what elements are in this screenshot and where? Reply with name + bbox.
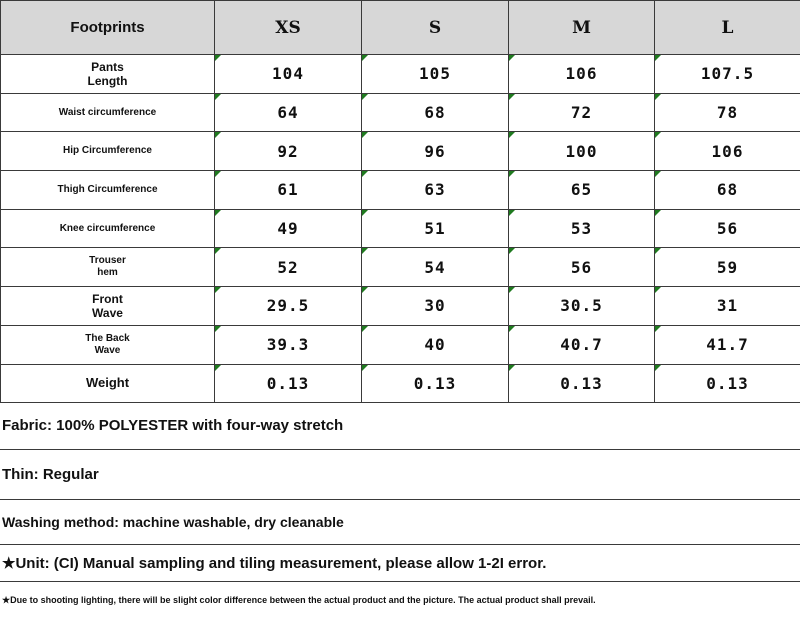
header-row — [1, 1, 800, 55]
row-label-hip: Hip Circumference — [63, 145, 152, 157]
cell-value: 0.13 — [655, 364, 800, 403]
cell-value: 49 — [215, 209, 362, 248]
cell-value: 104 — [215, 55, 362, 94]
cell-value: 92 — [215, 132, 362, 171]
product-info-section — [0, 402, 800, 618]
table-row — [1, 287, 800, 326]
cell-value: 0.13 — [509, 364, 655, 403]
cell-value: 64 — [215, 93, 362, 132]
row-label-knee: Knee circumference — [59, 222, 156, 234]
cell-value: 40 — [362, 325, 509, 364]
row-label-back-wave: The Back Wave — [85, 332, 130, 356]
cell-value: 68 — [655, 171, 800, 210]
header-size-m: M — [509, 1, 655, 55]
cell-value: 31 — [655, 287, 800, 326]
cell-value: 106 — [655, 132, 800, 171]
cell-value: 39.3 — [215, 325, 362, 364]
color-disclaimer: ★Due to shooting lighting, there will be slight color difference between the actual product and the picture. The actual product shall prevail. — [2, 594, 596, 605]
row-label-trouser-hem: Trouser hem — [89, 255, 126, 279]
header-size-s: S — [362, 1, 509, 55]
table-row — [1, 132, 800, 171]
cell-value: 96 — [362, 132, 509, 171]
cell-value: 61 — [215, 171, 362, 210]
table-row — [1, 55, 800, 94]
cell-value: 106 — [509, 55, 655, 94]
cell-value: 72 — [509, 93, 655, 132]
cell-value: 63 — [362, 171, 509, 210]
table-row — [1, 248, 800, 287]
table-row — [1, 171, 800, 210]
cell-value: 68 — [362, 93, 509, 132]
fabric-info: Fabric: 100% POLYESTER with four-way stretch — [0, 402, 800, 450]
cell-value: 107.5 — [655, 55, 800, 94]
cell-value: 105 — [362, 55, 509, 94]
cell-value: 56 — [655, 209, 800, 248]
table-row — [1, 209, 800, 248]
row-label-front-wave: Front Wave — [92, 291, 123, 320]
row-label-thigh: Thigh Circumference — [57, 183, 158, 195]
table-row — [1, 325, 800, 364]
header-footprints: Footprints — [1, 1, 215, 55]
cell-value: 56 — [509, 248, 655, 287]
cell-value: 51 — [362, 209, 509, 248]
cell-value: 0.13 — [362, 364, 509, 403]
cell-value: 65 — [509, 171, 655, 210]
header-size-l: L — [655, 1, 800, 55]
cell-value: 53 — [509, 209, 655, 248]
cell-value: 29.5 — [215, 287, 362, 326]
cell-value: 54 — [362, 248, 509, 287]
cell-value: 40.7 — [509, 325, 655, 364]
header-size-xs: XS — [215, 1, 362, 55]
table-row — [1, 364, 800, 403]
cell-value: 41.7 — [655, 325, 800, 364]
row-label-waist: Waist circumference — [58, 106, 157, 118]
washing-info: Washing method: machine washable, dry cleanable — [0, 500, 800, 545]
cell-value: 100 — [509, 132, 655, 171]
thin-info: Thin: Regular — [0, 450, 800, 500]
cell-value: 30.5 — [509, 287, 655, 326]
cell-value: 52 — [215, 248, 362, 287]
cell-value: 0.13 — [215, 364, 362, 403]
cell-value: 30 — [362, 287, 509, 326]
table-row — [1, 93, 800, 132]
unit-note: ★Unit: (CI) Manual sampling and tiling measurement, please allow 1-2I error. — [0, 545, 800, 582]
cell-value: 78 — [655, 93, 800, 132]
row-label-weight: Weight — [85, 375, 130, 391]
row-label-pants-length: Pants Length — [87, 59, 128, 88]
cell-value: 59 — [655, 248, 800, 287]
